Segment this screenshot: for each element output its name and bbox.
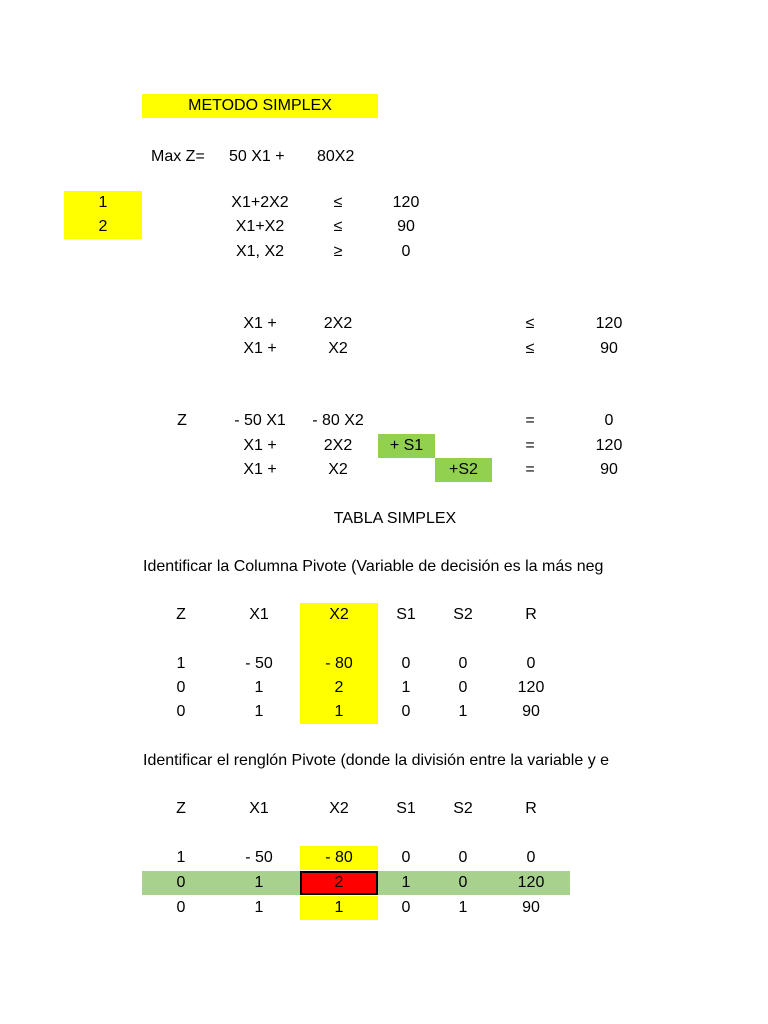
standard-term-a: X1 +: [243, 315, 277, 332]
table2-header: S1: [396, 800, 416, 817]
table-cell-pivot-column: - 80: [300, 652, 378, 676]
table-cell: 1: [458, 899, 468, 916]
standard-term-b: 2X2: [323, 315, 353, 332]
table-cell: 1: [176, 655, 186, 672]
constraint-sign: ≤: [333, 218, 343, 235]
table-cell: 1: [401, 874, 411, 891]
page-title: METODO SIMPLEX: [142, 94, 378, 118]
standard-term-b: X2: [328, 340, 348, 357]
z-eq: =: [525, 412, 535, 429]
table-cell-pivot-column: 2: [300, 676, 378, 700]
z-rhs: 0: [604, 412, 614, 429]
table-cell: 0: [458, 655, 468, 672]
table-cell: 1: [254, 874, 264, 891]
table1-header: S1: [396, 606, 416, 623]
slack-row-term-a: X1 +: [243, 437, 277, 454]
table-cell: 0: [401, 899, 411, 916]
table-cell: 120: [517, 679, 545, 696]
table2-header: S2: [453, 800, 473, 817]
standard-sign: ≤: [525, 315, 535, 332]
constraint-expr: X1+X2: [235, 218, 285, 235]
constraint-rhs: 90: [397, 218, 415, 235]
step-1-instruction: Identificar la Columna Pivote (Variable de decisión es la más neg: [143, 558, 604, 575]
table1-header: S2: [453, 606, 473, 623]
constraint-rhs: 120: [392, 194, 420, 211]
table2-header: R: [525, 800, 537, 817]
table-cell: 1: [176, 849, 186, 866]
standard-term-a: X1 +: [243, 340, 277, 357]
objective-term-1: 50 X1 +: [229, 148, 285, 165]
constraint-rhs: 0: [401, 243, 411, 260]
constraint-sign: ≤: [333, 194, 343, 211]
table-title: TABLA SIMPLEX: [333, 510, 457, 527]
z-term-a: - 50 X1: [234, 412, 286, 429]
constraint-sign: ≥: [333, 243, 343, 260]
table2-header: X1: [249, 800, 269, 817]
slack-s1: + S1: [378, 434, 435, 458]
slack-row-rhs: 120: [595, 437, 623, 454]
table-cell: - 50: [245, 655, 273, 672]
slack-row-term-a: X1 +: [243, 461, 277, 478]
objective-label: Max Z=: [151, 148, 205, 165]
pivot-element-cell: 2: [300, 871, 378, 895]
table2-header: Z: [176, 800, 186, 817]
table-cell: - 50: [245, 849, 273, 866]
table-cell: 0: [458, 849, 468, 866]
table-cell: 0: [176, 899, 186, 916]
table-cell: 0: [458, 679, 468, 696]
table-cell-pivot-column: 1: [300, 700, 378, 724]
objective-term-2: 80X2: [317, 148, 355, 165]
table1-header-pivot: X2: [300, 603, 378, 627]
slack-row-term-b: X2: [328, 461, 348, 478]
slack-row-eq: =: [525, 461, 535, 478]
table-cell: 1: [254, 679, 264, 696]
table-cell: 90: [522, 703, 540, 720]
table-cell: 0: [401, 849, 411, 866]
constraint-id-2: 2: [64, 215, 142, 239]
table-cell-pivot-column: - 80: [300, 846, 378, 870]
constraint-id-1: 1: [64, 191, 142, 215]
slack-s2: +S2: [435, 458, 492, 482]
constraint-expr: X1+2X2: [231, 194, 289, 211]
table-cell-pivot-column: 1: [300, 896, 378, 920]
table-cell: 1: [254, 899, 264, 916]
table1-header: R: [525, 606, 537, 623]
standard-rhs: 90: [600, 340, 618, 357]
table-cell: 0: [401, 703, 411, 720]
table1-header: X1: [249, 606, 269, 623]
z-label: Z: [177, 412, 187, 429]
table-cell: 0: [526, 655, 536, 672]
table-cell: 0: [176, 874, 186, 891]
slack-row-eq: =: [525, 437, 535, 454]
table-cell: 0: [458, 874, 468, 891]
table-cell: 1: [458, 703, 468, 720]
table-cell: 0: [526, 849, 536, 866]
table-cell: 0: [176, 703, 186, 720]
z-term-b: - 80 X2: [312, 412, 364, 429]
table-cell: 90: [522, 899, 540, 916]
table-cell: 0: [401, 655, 411, 672]
constraint-expr: X1, X2: [235, 243, 285, 260]
table-cell: 120: [517, 874, 545, 891]
table-cell: 1: [401, 679, 411, 696]
table1-header: Z: [176, 606, 186, 623]
step-2-instruction: Identificar el renglón Pivote (donde la división entre la variable y e: [143, 752, 610, 769]
table1-pivot-column-fill: [300, 627, 378, 652]
table-cell: 1: [254, 703, 264, 720]
slack-row-term-b: 2X2: [323, 437, 353, 454]
standard-sign: ≤: [525, 340, 535, 357]
standard-rhs: 120: [595, 315, 623, 332]
table-cell: 0: [176, 679, 186, 696]
table2-header: X2: [329, 800, 349, 817]
slack-row-rhs: 90: [600, 461, 618, 478]
